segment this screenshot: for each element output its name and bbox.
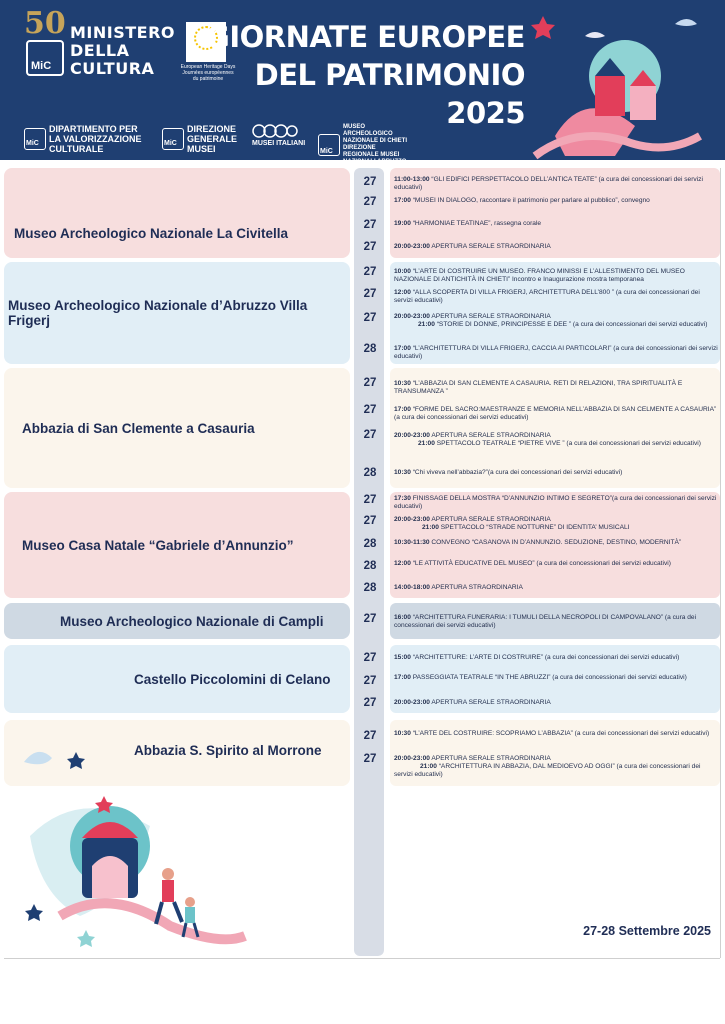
event-text: “GLI EDIFICI PERSPETTACOLO DELL’ANTICA TEATE” (a cura dei concessionari dei servizi educativi): [394, 176, 703, 191]
musei-italiani-icon: [252, 124, 298, 138]
event-text: “HARMONIAE TEATINAE”, rassegna corale: [412, 220, 542, 227]
title-line: GIORNATE EUROPEE: [206, 20, 525, 54]
header-illustration: [525, 6, 705, 156]
event-item: [394, 289, 718, 305]
event-day: 27: [363, 176, 377, 188]
event-sub-time: 21:00: [418, 440, 435, 447]
event-time: 17:00: [394, 406, 411, 413]
event-sub-text: “ARCHITETTURA IN ABBAZIA, DAL MEDIOEVO AD OGGI” (a cura dei concessionari dei servizi educativi): [394, 763, 701, 778]
event-time: 10:30-11:30: [394, 539, 430, 546]
event-day: 27: [363, 613, 377, 625]
event-day: 27: [363, 377, 377, 389]
venue-panel-villa-frigerj: [4, 262, 350, 364]
event-day: 28: [363, 467, 377, 479]
bottom-divider: [4, 958, 720, 959]
event-item: [394, 516, 718, 532]
event-sub-text: “STORIE DI DONNE, PRINCIPESSE E DEE ” (a cura dei concessionari dei servizi educativi): [436, 321, 708, 328]
event-item: [394, 730, 718, 738]
bottom-illustration: [20, 776, 250, 956]
event-sub-time: 21:00: [420, 763, 437, 770]
event-text: “L’ABBAZIA DI SAN CLEMENTE A CASAURIA. RETI DI RELAZIONI, TRA SPIRITUALITÀ E TRANSUMANZA ”: [394, 380, 683, 395]
event-day: 27: [363, 429, 377, 441]
event-text: “L’ARTE DEL COSTRUIRE: SCOPRIAMO L’ABBAZIA” (a cura dei concessionari dei servizi educativi): [412, 730, 710, 737]
event-text: CONVEGNO “CASANOVA IN D’ANNUNZIO. SEDUZIONE, DESTINO, MODERNITÀ”: [431, 539, 682, 546]
event-text: “ARCHITETTURA FUNERARIA: I TUMULI DELLA NECROPOLI DI CAMPOVALANO” (a cura dei concessionari dei servizi educativi): [394, 614, 697, 629]
venue-name: Museo Archeologico Nazionale d’Abruzzo Villa Frigerj: [8, 298, 308, 328]
event-item: [394, 614, 718, 630]
event-item: [394, 755, 718, 779]
event-item: [394, 176, 718, 192]
event-time: 17:30: [394, 495, 411, 502]
event-dates: 27-28 Settembre 2025: [583, 924, 711, 938]
event-text: APERTURA SERALE STRAORDINARIA: [431, 313, 551, 320]
mic-mark-icon: [162, 128, 184, 150]
event-time: 10:30: [394, 380, 411, 387]
event-day: 27: [363, 219, 377, 231]
event-text: “MUSEI IN DIALOGO, raccontare il patrimonio per parlare al pubblico”, convegno: [412, 197, 650, 204]
event-time: 10:30: [394, 730, 411, 737]
event-item: [394, 654, 718, 662]
event-time: 17:00: [394, 197, 411, 204]
event-text: APERTURA SERALE STRAORDINARIA: [431, 755, 551, 762]
event-text: APERTURA SERALE STRAORDINARIA: [431, 432, 551, 439]
event-day: 27: [363, 697, 377, 709]
ehd-logo-caption: European Heritage Days Journées européennes du patrimoine: [180, 64, 236, 82]
event-text: “FORME DEL SACRO:MAESTRANZE E MEMORIA NELL’ABBAZIA DI SAN CELMENTE A CASAURIA” (a cura dei concessionari dei servizi educativi): [394, 406, 717, 421]
ministero-line: CULTURA: [70, 59, 155, 78]
logo-mark-label: MiC: [164, 140, 177, 147]
event-text: APERTURA SERALE STRAORDINARIA: [431, 243, 551, 250]
event-item: [394, 243, 718, 251]
event-day: 27: [363, 312, 377, 324]
logo-label: DIPARTIMENTO PER LA VALORIZZAZIONE CULTURALE: [49, 124, 142, 154]
logo-label: MUSEI ITALIANI: [252, 139, 306, 147]
venue-panel-casa-dannunzio: [4, 492, 350, 598]
event-day: 27: [363, 515, 377, 527]
event-item: [394, 495, 718, 511]
venue-panel-san-clemente: [4, 368, 350, 488]
event-day: 27: [363, 288, 377, 300]
logo-label: MUSEO ARCHEOLOGICO NAZIONALE DI CHIETI DIREZIONE REGIONALE MUSEI NAZIONALI ABRUZZO: [343, 124, 407, 165]
event-sub-time: 21:00: [422, 524, 439, 531]
venue-name: Abbazia di San Clemente a Casauria: [22, 420, 255, 436]
event-text: “Chi viveva nell’abbazia?”(a cura dei concessionari dei servizi educativi): [412, 469, 623, 476]
event-day: 27: [363, 196, 377, 208]
mic-logo-label: MiC: [31, 60, 52, 72]
event-item: [394, 406, 718, 422]
bird-illustration: [20, 738, 90, 778]
ministero-line: MINISTERO: [70, 23, 176, 42]
event-time: 20:00-23:00: [394, 432, 430, 439]
ministero-logo-text: [70, 24, 175, 78]
venue-panel-celano: [4, 645, 350, 713]
event-sub-time: 21:00: [418, 321, 435, 328]
title-line: DEL PATRIMONIO: [254, 58, 525, 92]
title-line: 2025: [446, 96, 525, 130]
event-time: 20:00-23:00: [394, 755, 430, 762]
venue-name: Museo Archeologico Nazionale di Campli: [60, 613, 324, 629]
logo-mark-label: MiC: [26, 140, 39, 147]
event-text: APERTURA SERALE STRAORDINARIA: [431, 699, 551, 706]
event-item: [394, 584, 718, 592]
event-day: 28: [363, 343, 377, 355]
event-sub-text: SPETTACOLO TEATRALE “PIETRE VIVE ” (a cura dei concessionari dei servizi educativi): [436, 440, 701, 447]
event-sub-text: SPETTACOLO “STRADE NOTTURNE” DI IDENTITA’ MUSICALI: [440, 524, 630, 531]
event-item: [394, 560, 718, 568]
event-day: 28: [363, 560, 377, 572]
event-time: 12:00: [394, 289, 411, 296]
venue-name: Museo Casa Natale “Gabriele d’Annunzio”: [22, 537, 294, 553]
venue-name: Abbazia S. Spirito al Morrone: [134, 742, 322, 758]
event-text: “L’ARCHITETTURA DI VILLA FRIGERJ, CACCIA AI PARTICOLARI” (a cura dei concessionari dei servizi educativi): [394, 345, 718, 360]
event-time: 19:00: [394, 220, 411, 227]
event-item: [394, 469, 718, 477]
event-day: 27: [363, 652, 377, 664]
event-text: APERTURA STRAORDINARIA: [431, 584, 523, 591]
right-border: [720, 168, 721, 958]
event-item: [394, 380, 718, 396]
event-day: 27: [363, 494, 377, 506]
event-text: APERTURA SERALE STRAORDINARIA: [431, 516, 551, 523]
event-item: [394, 432, 718, 448]
logo-direzione-musei: [162, 124, 263, 154]
event-item: [394, 345, 718, 361]
event-day: 28: [363, 538, 377, 550]
event-time: 20:00-23:00: [394, 699, 430, 706]
event-item: [394, 674, 718, 682]
page-title: [206, 18, 525, 132]
anniversary-number: 50: [24, 6, 66, 41]
mic-mark-icon: [318, 134, 340, 156]
venue-name: Museo Archeologico Nazionale La Civitella: [14, 225, 289, 241]
event-time: 15:00: [394, 654, 411, 661]
event-day: 27: [363, 675, 377, 687]
event-item: [394, 197, 718, 205]
event-time: 12:00: [394, 560, 411, 567]
event-text: “L’ARTE DI COSTRUIRE UN MUSEO. FRANCO MINISSI E L’ALLESTIMENTO DEL MUSEO NAZIONALE DI ANTICHITÀ IN CHIETI” Incontro e Inaugurazione mostra temporanea: [394, 268, 685, 283]
ministero-line: DELLA: [70, 41, 130, 60]
event-text: PASSEGGIATA TEATRALE “IN THE ABRUZZI” (a cura dei concessionari dei servizi educativi): [412, 674, 687, 681]
event-item: [394, 699, 718, 707]
logo-dipartimento: [24, 124, 149, 154]
event-time: 20:00-23:00: [394, 516, 430, 523]
event-day: 27: [363, 404, 377, 416]
event-time: 20:00-23:00: [394, 313, 430, 320]
header-banner: [0, 0, 725, 165]
event-time: 11:00-13:00: [394, 176, 430, 183]
event-time: 16:00: [394, 614, 411, 621]
event-text: FINISSAGE DELLA MOSTRA “D’ANNUNZIO INTIMO E SEGRETO”(a cura dei concessionari dei servizi educativi): [394, 495, 717, 510]
mic-logo: [26, 40, 64, 76]
logo-label: DIREZIONE GENERALE MUSEI: [187, 124, 238, 154]
event-day: 27: [363, 753, 377, 765]
logo-mark-label: MiC: [320, 148, 333, 155]
event-day: 27: [363, 241, 377, 253]
event-day: 27: [363, 730, 377, 742]
event-day: 27: [363, 266, 377, 278]
event-day: 28: [363, 582, 377, 594]
logo-museo-chieti: [318, 124, 411, 166]
event-time: 20:00-23:00: [394, 243, 430, 250]
logo-musei-italiani: [252, 124, 305, 149]
event-item: [394, 539, 718, 547]
event-item: [394, 268, 718, 284]
event-text: “LE ATTIVITÀ EDUCATIVE DEL MUSEO” (a cura dei concessionari dei servizi educativi): [412, 560, 671, 567]
mic-mark-icon: [24, 128, 46, 150]
event-text: “ALLA SCOPERTA DI VILLA FRIGERJ, ARCHITETTURA DELL’800 ” (a cura dei concessionari dei servizi educativi): [394, 289, 700, 304]
event-time: 17:00: [394, 674, 411, 681]
event-time: 10:00: [394, 268, 411, 275]
event-text: “ARCHITETTURE: L’ARTE DI COSTRUIRE” (a cura dei concessionari dei servizi educativi): [412, 654, 680, 661]
venue-name: Castello Piccolomini di Celano: [134, 671, 331, 687]
event-item: [394, 313, 718, 329]
event-time: 14:00-18:00: [394, 584, 430, 591]
venue-panel-civitella: [4, 168, 350, 258]
event-time: 10:30: [394, 469, 411, 476]
event-item: [394, 220, 718, 228]
venue-panel-campli: [4, 603, 350, 639]
event-time: 17:00: [394, 345, 411, 352]
